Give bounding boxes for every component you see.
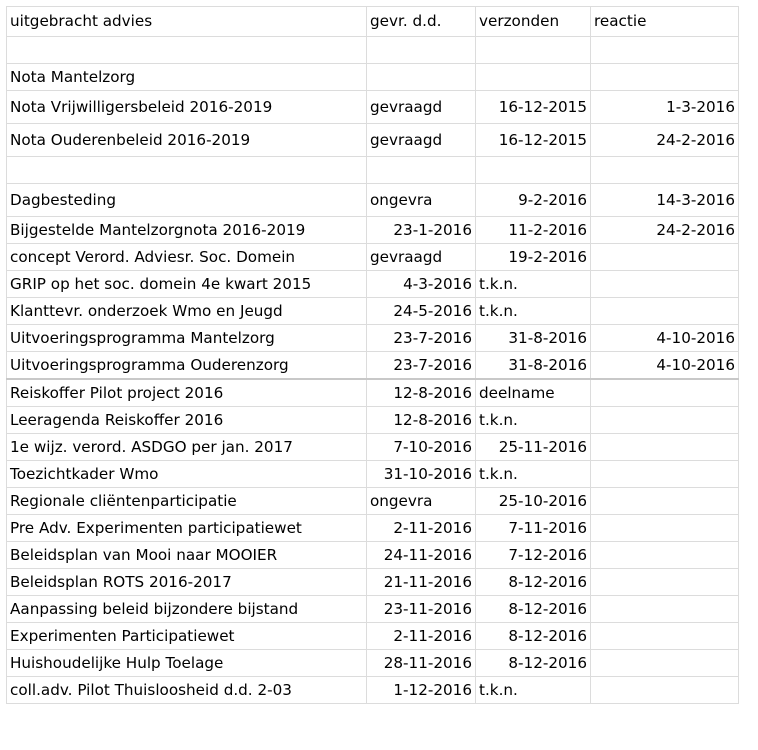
cell-gevr-dd[interactable]: 24-5-2016	[367, 298, 476, 325]
cell-gevr-dd[interactable]: gevraagd	[367, 244, 476, 271]
cell-advies[interactable]: Klanttevr. onderzoek Wmo en Jeugd	[7, 298, 367, 325]
cell-verzonden[interactable]: t.k.n.	[476, 271, 591, 298]
cell-verzonden[interactable]: 9-2-2016	[476, 184, 591, 217]
cell-reactie[interactable]	[591, 623, 739, 650]
header-advies[interactable]: uitgebracht advies	[7, 7, 367, 37]
cell-verzonden[interactable]: 31-8-2016	[476, 325, 591, 352]
cell-advies[interactable]: Regionale cliëntenparticipatie	[7, 488, 367, 515]
cell-verzonden[interactable]: 8-12-2016	[476, 569, 591, 596]
cell-reactie[interactable]	[591, 157, 739, 184]
cell-reactie[interactable]	[591, 271, 739, 298]
table-row	[7, 124, 739, 157]
cell-gevr-dd[interactable]: 23-1-2016	[367, 217, 476, 244]
cell-advies[interactable]: Bijgestelde Mantelzorgnota 2016-2019	[7, 217, 367, 244]
header-reactie[interactable]: reactie	[591, 7, 739, 37]
cell-advies[interactable]: Beleidsplan ROTS 2016-2017	[7, 569, 367, 596]
cell-gevr-dd[interactable]: 2-11-2016	[367, 623, 476, 650]
cell-reactie[interactable]: 4-10-2016	[591, 352, 739, 380]
cell-advies[interactable]: Aanpassing beleid bijzondere bijstand	[7, 596, 367, 623]
table-row	[7, 434, 739, 461]
cell-verzonden[interactable]: 16-12-2015	[476, 91, 591, 124]
cell-verzonden[interactable]: t.k.n.	[476, 677, 591, 704]
table-row	[7, 650, 739, 677]
table-row	[7, 596, 739, 623]
cell-advies[interactable]: Dagbesteding	[7, 184, 367, 217]
cell-advies[interactable]: Uitvoeringsprogramma Ouderenzorg	[7, 352, 367, 380]
cell-advies[interactable]: coll.adv. Pilot Thuisloosheid d.d. 2-03	[7, 677, 367, 704]
header-gevr-dd[interactable]: gevr. d.d.	[367, 7, 476, 37]
cell-advies[interactable]: GRIP op het soc. domein 4e kwart 2015	[7, 271, 367, 298]
cell-gevr-dd[interactable]: 12-8-2016	[367, 379, 476, 407]
table-row	[7, 542, 739, 569]
cell-advies[interactable]: Uitvoeringsprogramma Mantelzorg	[7, 325, 367, 352]
cell-gevr-dd[interactable]: 7-10-2016	[367, 434, 476, 461]
table-row	[7, 515, 739, 542]
cell-verzonden[interactable]: 8-12-2016	[476, 596, 591, 623]
table-row	[7, 352, 739, 380]
cell-advies[interactable]: Toezichtkader Wmo	[7, 461, 367, 488]
cell-verzonden[interactable]: 8-12-2016	[476, 650, 591, 677]
cell-reactie[interactable]	[591, 298, 739, 325]
cell-advies[interactable]: Nota Mantelzorg	[7, 64, 367, 91]
table-row	[7, 271, 739, 298]
cell-advies[interactable]: 1e wijz. verord. ASDGO per jan. 2017	[7, 434, 367, 461]
cell-reactie[interactable]: 1-3-2016	[591, 91, 739, 124]
cell-reactie[interactable]	[591, 64, 739, 91]
cell-advies[interactable]: Huishoudelijke Hulp Toelage	[7, 650, 367, 677]
cell-advies[interactable]: Reiskoffer Pilot project 2016	[7, 379, 367, 407]
cell-reactie[interactable]	[591, 407, 739, 434]
table-row	[7, 91, 739, 124]
cell-verzonden[interactable]	[476, 37, 591, 64]
cell-reactie[interactable]	[591, 650, 739, 677]
table-row	[7, 184, 739, 217]
cell-verzonden[interactable]: 19-2-2016	[476, 244, 591, 271]
cell-verzonden[interactable]: 7-12-2016	[476, 542, 591, 569]
cell-reactie[interactable]: 4-10-2016	[591, 325, 739, 352]
cell-reactie[interactable]	[591, 677, 739, 704]
cell-advies[interactable]: Leeragenda Reiskoffer 2016	[7, 407, 367, 434]
cell-verzonden[interactable]: 8-12-2016	[476, 623, 591, 650]
cell-advies[interactable]: concept Verord. Adviesr. Soc. Domein	[7, 244, 367, 271]
cell-advies[interactable]: Pre Adv. Experimenten participatiewet	[7, 515, 367, 542]
cell-reactie[interactable]	[591, 542, 739, 569]
table-row	[7, 217, 739, 244]
cell-verzonden[interactable]: deelname	[476, 379, 591, 407]
table-row	[7, 298, 739, 325]
header-verzonden[interactable]: verzonden	[476, 7, 591, 37]
table-row	[7, 157, 739, 184]
cell-reactie[interactable]: 24-2-2016	[591, 124, 739, 157]
cell-gevr-dd[interactable]: 2-11-2016	[367, 515, 476, 542]
table-row	[7, 244, 739, 271]
cell-verzonden[interactable]: t.k.n.	[476, 298, 591, 325]
cell-verzonden[interactable]: 25-10-2016	[476, 488, 591, 515]
header-row	[7, 7, 739, 37]
table-row	[7, 488, 739, 515]
cell-verzonden[interactable]	[476, 64, 591, 91]
cell-gevr-dd[interactable]	[367, 64, 476, 91]
cell-verzonden[interactable]: 25-11-2016	[476, 434, 591, 461]
cell-reactie[interactable]	[591, 244, 739, 271]
cell-reactie[interactable]	[591, 569, 739, 596]
cell-gevr-dd[interactable]: 23-7-2016	[367, 325, 476, 352]
cell-reactie[interactable]: 14-3-2016	[591, 184, 739, 217]
cell-advies[interactable]	[7, 157, 367, 184]
table-row	[7, 623, 739, 650]
cell-reactie[interactable]	[591, 379, 739, 407]
table-row	[7, 379, 739, 407]
table-row	[7, 407, 739, 434]
cell-verzonden[interactable]: 11-2-2016	[476, 217, 591, 244]
cell-gevr-dd[interactable]: 23-11-2016	[367, 596, 476, 623]
cell-gevr-dd[interactable]: 24-11-2016	[367, 542, 476, 569]
table-row	[7, 569, 739, 596]
cell-reactie[interactable]	[591, 515, 739, 542]
cell-advies[interactable]: Nota Ouderenbeleid 2016-2019	[7, 124, 367, 157]
table-row	[7, 325, 739, 352]
cell-gevr-dd[interactable]: 12-8-2016	[367, 407, 476, 434]
cell-gevr-dd[interactable]: 4-3-2016	[367, 271, 476, 298]
cell-reactie[interactable]	[591, 596, 739, 623]
cell-gevr-dd[interactable]	[367, 37, 476, 64]
cell-gevr-dd[interactable]	[367, 157, 476, 184]
advice-table	[6, 6, 739, 704]
cell-gevr-dd[interactable]: 31-10-2016	[367, 461, 476, 488]
cell-advies[interactable]: Experimenten Participatiewet	[7, 623, 367, 650]
cell-verzonden[interactable]: 16-12-2015	[476, 124, 591, 157]
cell-gevr-dd[interactable]: gevraagd	[367, 124, 476, 157]
cell-advies[interactable]	[7, 37, 367, 64]
cell-reactie[interactable]	[591, 37, 739, 64]
table-row	[7, 677, 739, 704]
cell-verzonden[interactable]: t.k.n.	[476, 407, 591, 434]
cell-reactie[interactable]	[591, 461, 739, 488]
cell-gevr-dd[interactable]: ongevra	[367, 488, 476, 515]
cell-verzonden[interactable]: 31-8-2016	[476, 352, 591, 380]
cell-gevr-dd[interactable]: 23-7-2016	[367, 352, 476, 380]
cell-verzonden[interactable]: t.k.n.	[476, 461, 591, 488]
cell-advies[interactable]: Nota Vrijwilligersbeleid 2016-2019	[7, 91, 367, 124]
cell-gevr-dd[interactable]: 1-12-2016	[367, 677, 476, 704]
cell-reactie[interactable]	[591, 488, 739, 515]
cell-advies[interactable]: Beleidsplan van Mooi naar MOOIER	[7, 542, 367, 569]
cell-reactie[interactable]: 24-2-2016	[591, 217, 739, 244]
cell-verzonden[interactable]: 7-11-2016	[476, 515, 591, 542]
cell-verzonden[interactable]	[476, 157, 591, 184]
cell-gevr-dd[interactable]: gevraagd	[367, 91, 476, 124]
table-row	[7, 37, 739, 64]
cell-gevr-dd[interactable]: ongevra	[367, 184, 476, 217]
cell-reactie[interactable]	[591, 434, 739, 461]
table-row	[7, 461, 739, 488]
table-row	[7, 64, 739, 91]
cell-gevr-dd[interactable]: 28-11-2016	[367, 650, 476, 677]
cell-gevr-dd[interactable]: 21-11-2016	[367, 569, 476, 596]
spreadsheet	[6, 6, 738, 704]
